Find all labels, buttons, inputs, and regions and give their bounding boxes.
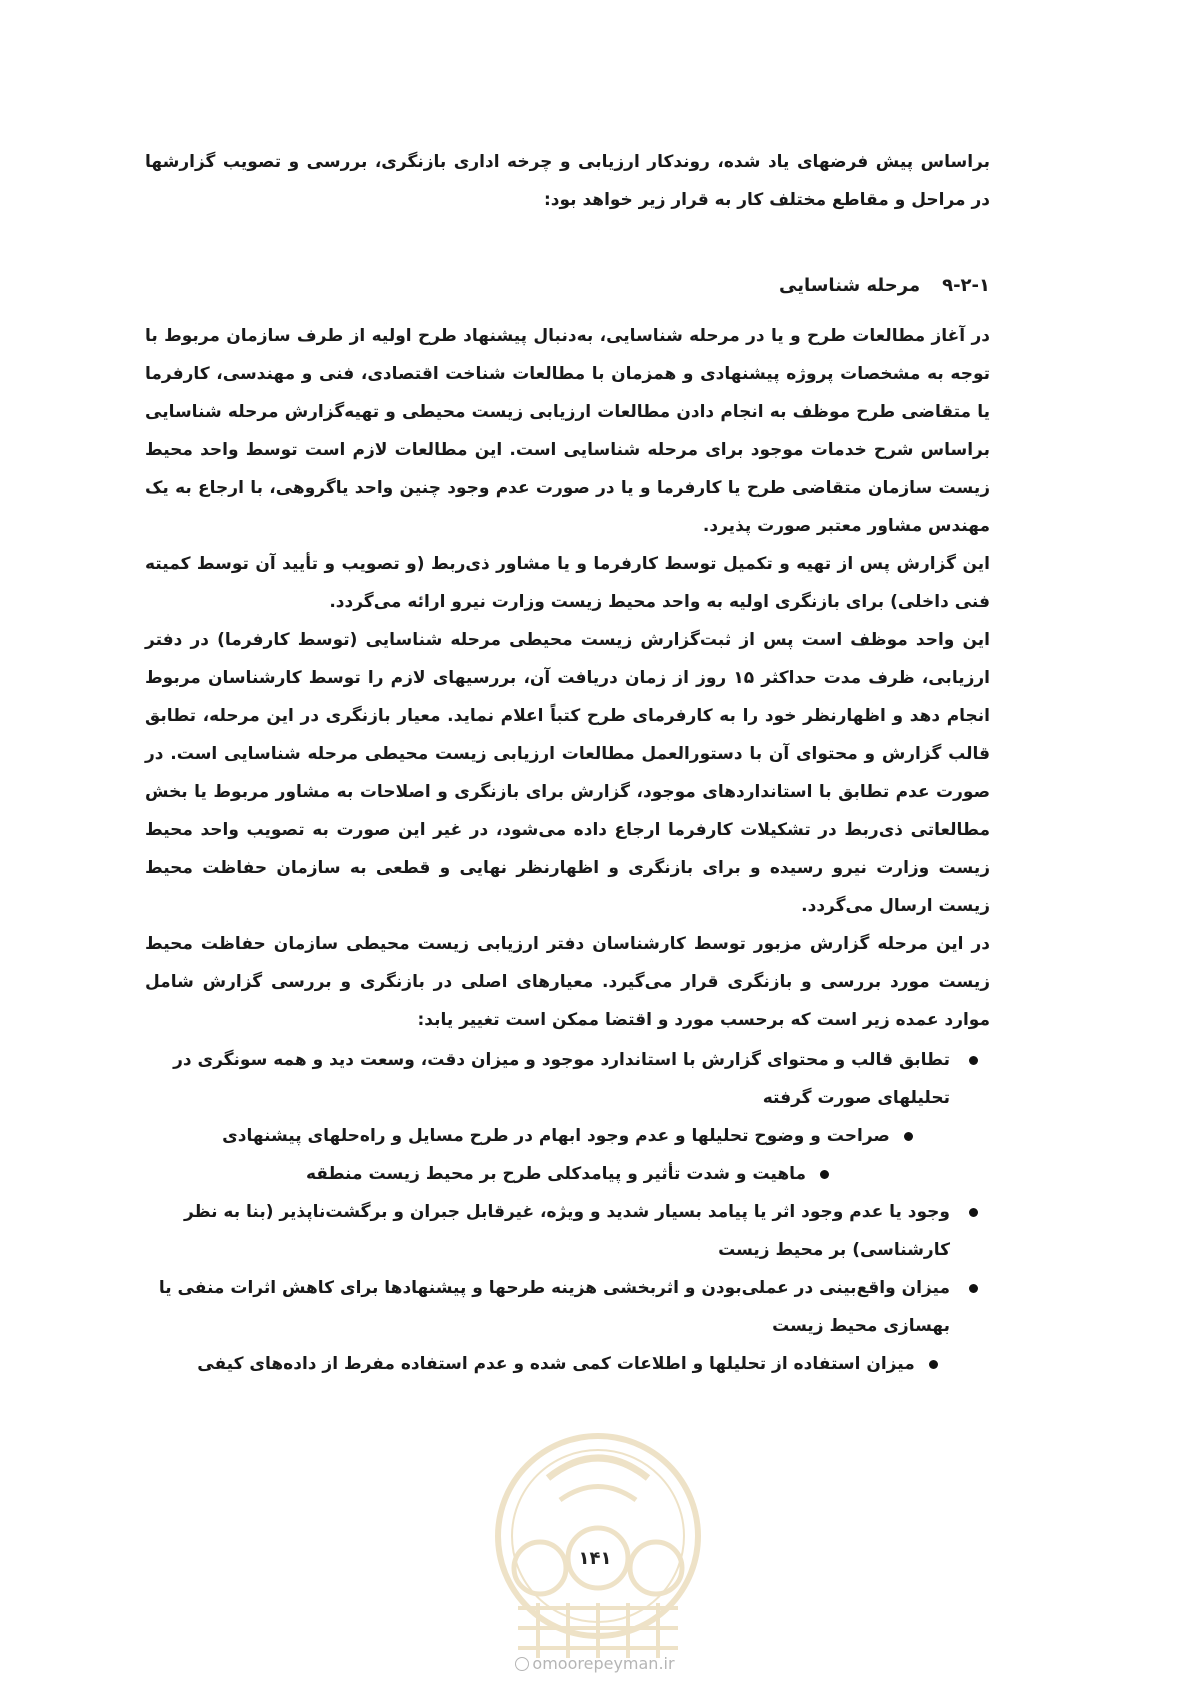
bullet-icon [820, 1170, 829, 1179]
footer-url-text: omoorepeyman.ir [532, 1654, 675, 1673]
footer-url[interactable] [0, 1654, 1190, 1673]
list-item-text: ماهیت و شدت تأثیر و پیامدکلی طرح بر محیط زیست منطقه [305, 1164, 807, 1184]
criteria-list [145, 1041, 990, 1383]
list-item-text: وجود یا عدم وجود اثر یا پیامد بسیار شدید و ویژه، غیرقابل جبران و برگشت‌ناپذیر (بنا به نظر کارشناسی) بر محیط زیست [183, 1202, 950, 1260]
list-item [145, 1041, 990, 1117]
body-paragraph: در این مرحله گزارش مزبور توسط کارشناسان دفتر ارزیابی زیست محیطی سازمان حفاظت محیط زیست مورد بررسی و بازنگری قرار می‌گیرد. معیارهای اصلی در بازنگری و بررسی گزارش شامل موارد عمده زیر است که برحسب مورد و اقتضا ممکن است تغییر یابد: [145, 934, 990, 1030]
list-item [145, 1345, 990, 1383]
bullet-icon [969, 1056, 978, 1065]
body-paragraph: در آغاز مطالعات طرح و یا در مرحله شناسایی، به‌دنبال پیشنهاد طرح اولیه از طرف سازمان مربوط با توجه به مشخصات پروژه پیشنهادی و همزمان با مطالعات شناخت اقتصادی، فنی و مهندسی، کارفرما یا متقاضی طرح موظف به انجام دادن مطالعات ارزیابی زیست محیطی و تهیه‌گزارش مرحله شناسایی براساس شرح خدمات موجود برای مرحله شناسایی است. این مطالعات لازم است توسط واحد محیط زیست سازمان متقاضی طرح یا کارفرما و یا در صورت عدم وجود چنین واحد یا‌گروهی، با ارجاع به یک مهندس مشاور معتبر صورت پذیرد. [145, 326, 990, 536]
bullet-icon [929, 1360, 938, 1369]
list-item [145, 1117, 990, 1155]
intro-paragraph: براساس پیش فرضهای یاد شده، روندکار ارزیابی و چرخه اداری بازنگری، بررسی و تصویب گزارشها در مراحل و مقاطع مختلف کار به قرار زیر خواهد بود: [145, 152, 990, 210]
list-item-text: میزان واقع‌بینی در عملی‌بودن و اثربخشی هزینه طرحها و پیشنهادها برای کاهش اثرات منفی یا بهسازی محیط زیست [158, 1278, 950, 1336]
section-heading [145, 267, 990, 305]
section-number: ۹-۲-۱ [942, 275, 990, 296]
bullet-icon [904, 1132, 913, 1141]
list-item [145, 1155, 990, 1193]
list-item-text: تطابق قالب و محتوای گزارش با استاندارد موجود و میزان دقت، وسعت دید و همه سونگری در تحلیلهای صورت گرفته [173, 1050, 950, 1108]
bullet-icon [969, 1284, 978, 1293]
watermark-seal-logo [478, 1418, 718, 1668]
bullet-icon [969, 1208, 978, 1217]
list-item-text: صراحت و وضوح تحلیلها و عدم وجود ابهام در طرح مسایل و راه‌حلهای پیشنهادی [222, 1126, 890, 1146]
list-item-text: میزان استفاده از تحلیلها و اطلاعات کمی شده و عدم استفاده مفرط از داده‌های کیفی [197, 1354, 915, 1374]
list-item [145, 1269, 990, 1345]
section-title: مرحله شناسایی [779, 275, 921, 296]
globe-icon [515, 1657, 529, 1671]
body-paragraph: این واحد موظف است پس از ثبت‌گزارش زیست محیطی مرحله شناسایی (توسط کارفرما) در دفتر ارزیابی، ظرف مدت حداکثر ۱۵ روز از زمان دریافت آن، بررسیهای لازم را توسط کارشناسان مربوط انجام دهد و اظهارنظر خود را به کارفرمای طرح کتباً اعلام نماید. معیار بازنگری در این مرحله، تطابق قالب گزارش و محتوای آن با دستورالعمل مطالعات ارزیابی زیست محیطی مرحله شناسایی است. در صورت عدم تطابق با استانداردهای موجود، گزارش برای بازنگری و اصلاحات به مشاور مربوط یا بخش مطالعاتی ذی‌ربط در تشکیلات کارفرما ارجاع داده می‌شود، در غیر این صورت به تصویب واحد محیط زیست وزارت نیرو رسیده و برای بازنگری و اظهارنظر نهایی و قطعی به سازمان حفاظت محیط زیست ارسال می‌گردد. [145, 630, 990, 916]
main-text [145, 143, 990, 1383]
page-number: ۱۴۱ [578, 1548, 612, 1569]
body-paragraph: این گزارش پس از تهیه و تکمیل توسط کارفرما و یا مشاور ذی‌ربط (و تصویب و تأیید آن توسط کمیته فنی داخلی) برای بازنگری اولیه به واحد محیط زیست وزارت نیرو ارائه می‌گردد. [145, 554, 990, 612]
list-item [145, 1193, 990, 1269]
